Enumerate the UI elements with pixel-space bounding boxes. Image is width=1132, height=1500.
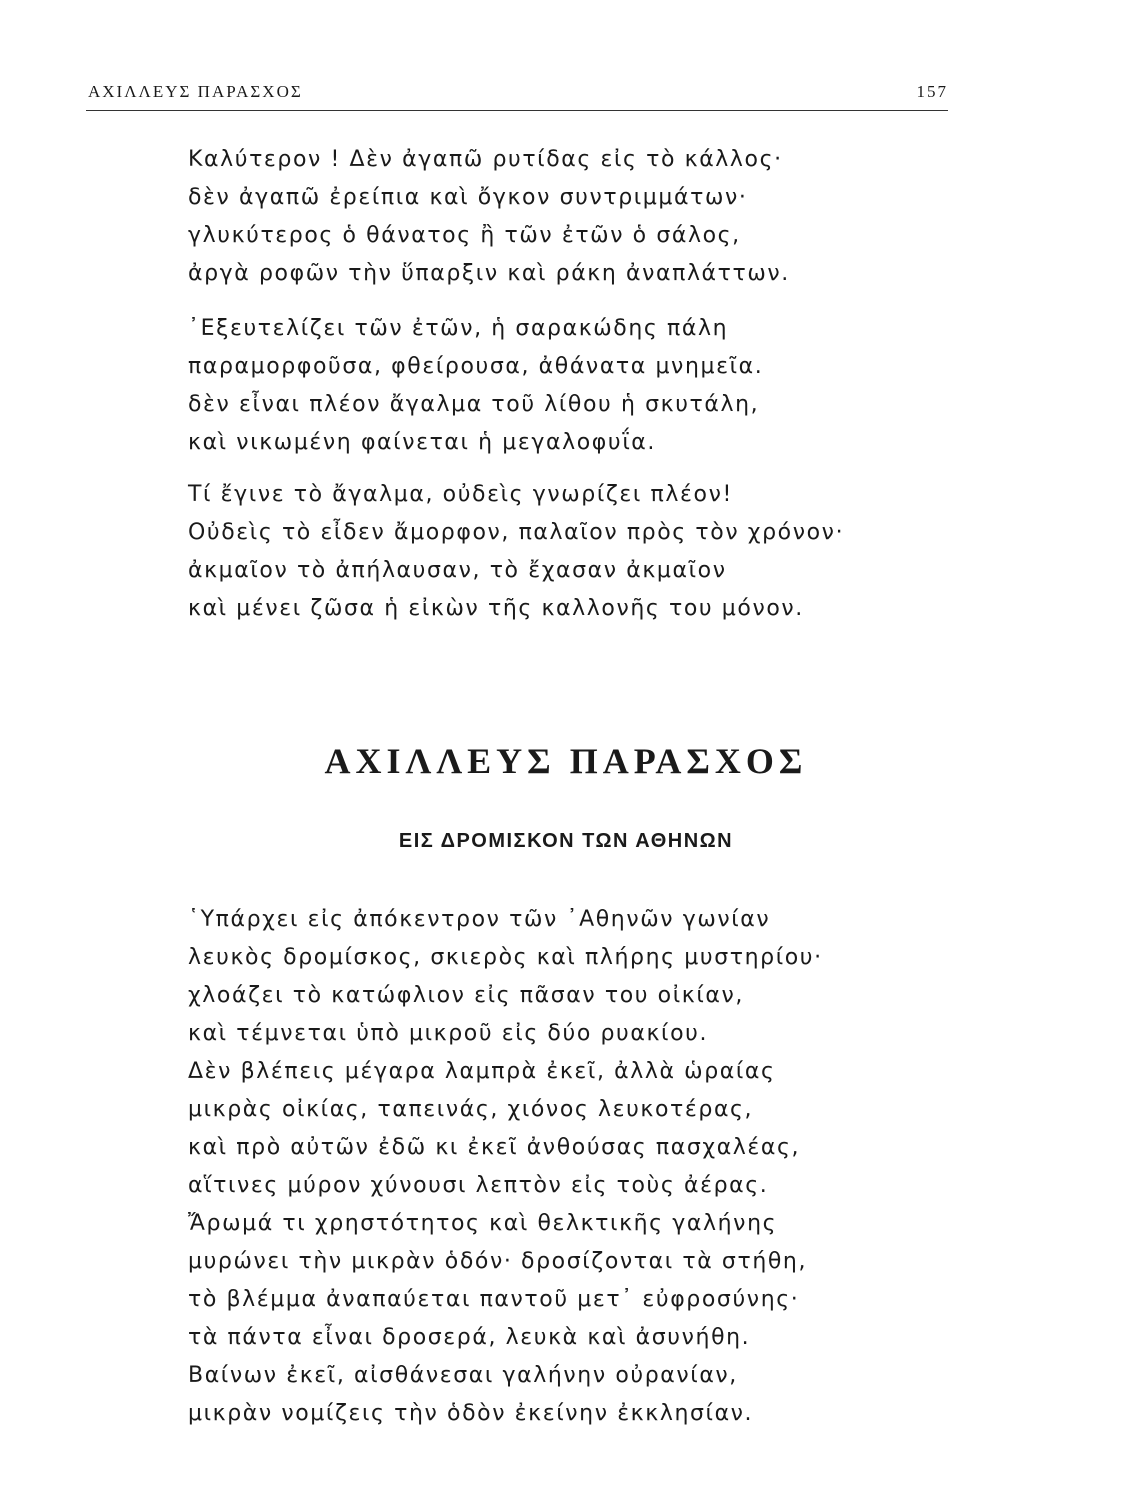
page-number: 157 (916, 82, 948, 101)
verse-line: χλοάζει τὸ κατώφλιον εἰς πᾶσαν του οἰκίαν, (188, 983, 744, 1008)
verse-line: Καλύτερον ! Δὲν ἀγαπῶ ρυτίδας εἰς τὸ κάλλος· (188, 147, 783, 172)
verse-line: γλυκύτερος ὁ θάνατος ἢ τῶν ἐτῶν ὁ σάλος, (188, 223, 741, 248)
poem1-stanza-1 (188, 141, 888, 293)
verse-line: μικρὰς οἰκίας, ταπεινάς, χιόνος λευκοτέρας, (188, 1097, 754, 1122)
verse-line: Ἄρωμά τι χρηστότητος καὶ θελκτικῆς γαλήνης (188, 1211, 778, 1236)
poet-name-heading: ΑΧΙΛΛΕΥΣ ΠΑΡΑΣΧΟΣ (324, 741, 808, 781)
header-rule (86, 110, 948, 111)
verse-line: τὸ βλέμμα ἀναπαύεται παντοῦ μετ᾿ εὐφροσύνης· (188, 1287, 800, 1312)
verse-line: καὶ μένει ζῶσα ἡ εἰκὼν τῆς καλλονῆς του μόνον. (188, 596, 804, 621)
verse-line: ἀργὰ ροφῶν τὴν ὕπαρξιν καὶ ράκη ἀναπλάττων. (188, 261, 790, 286)
verse-line: καὶ τέμνεται ὑπὸ μικροῦ εἰς δύο ρυακίου. (188, 1021, 709, 1046)
verse-line: Δὲν βλέπεις μέγαρα λαμπρὰ ἐκεῖ, ἀλλὰ ὡραίας (188, 1059, 776, 1084)
verse-line: δὲν ἀγαπῶ ἐρείπια καὶ ὄγκον συντριμμάτων· (188, 185, 748, 210)
verse-line: καὶ νικωμένη φαίνεται ἡ μεγαλοφυΐα. (188, 430, 656, 455)
verse-line: ἀκμαῖον τὸ ἀπήλαυσαν, τὸ ἔχασαν ἀκμαῖον (188, 558, 727, 583)
verse-line: μικρὰν νομίζεις τὴν ὁδὸν ἐκείνην ἐκκλησίαν. (188, 1401, 754, 1426)
verse-line: ᾿Εξευτελίζει τῶν ἐτῶν, ἡ σαρακώδης πάλη (188, 316, 729, 341)
verse-line: παραμορφοῦσα, φθείρουσα, ἀθάνατα μνημεῖα. (188, 354, 764, 379)
poem2-body (188, 901, 888, 1433)
verse-line: Οὐδεὶς τὸ εἶδεν ἄμορφον, παλαῖον πρὸς τὸν χρόνον· (188, 520, 845, 545)
verse-line: τὰ πάντα εἶναι δροσερά, λευκὰ καὶ ἀσυνήθη. (188, 1325, 751, 1350)
verse-line: αἵτινες μύρον χύνουσι λεπτὸν εἰς τοὺς ἀέρας. (188, 1173, 769, 1198)
verse-line: δὲν εἶναι πλέον ἄγαλμα τοῦ λίθου ἡ σκυτάλη, (188, 392, 760, 417)
verse-line: λευκὸς δρομίσκος, σκιερὸς καὶ πλήρης μυστηρίου· (188, 945, 823, 970)
verse-line: μυρώνει τὴν μικρὰν ὁδόν· δροσίζονται τὰ στήθη, (188, 1249, 808, 1274)
poem1-stanza-2 (188, 310, 888, 462)
poem1-stanza-3 (188, 476, 888, 628)
verse-line: Βαίνων ἐκεῖ, αἰσθάνεσαι γαλήνην οὐρανίαν, (188, 1363, 738, 1388)
poem-title: ΕΙΣ ΔΡΟΜΙΣΚΟΝ ΤΩΝ ΑΘΗΝΩΝ (398, 830, 734, 852)
verse-line: ῾Υπάρχει εἰς ἀπόκεντρον τῶν ᾿Αθηνῶν γωνίαν (188, 907, 771, 932)
verse-line: καὶ πρὸ αὐτῶν ἐδῶ κι ἐκεῖ ἀνθούσας πασχαλέας, (188, 1135, 801, 1160)
running-head-title: ΑΧΙΛΛΕΥΣ ΠΑΡΑΣΧΟΣ (88, 82, 303, 101)
verse-line: Τί ἔγινε τὸ ἄγαλμα, οὐδεὶς γνωρίζει πλέον! (188, 482, 733, 507)
